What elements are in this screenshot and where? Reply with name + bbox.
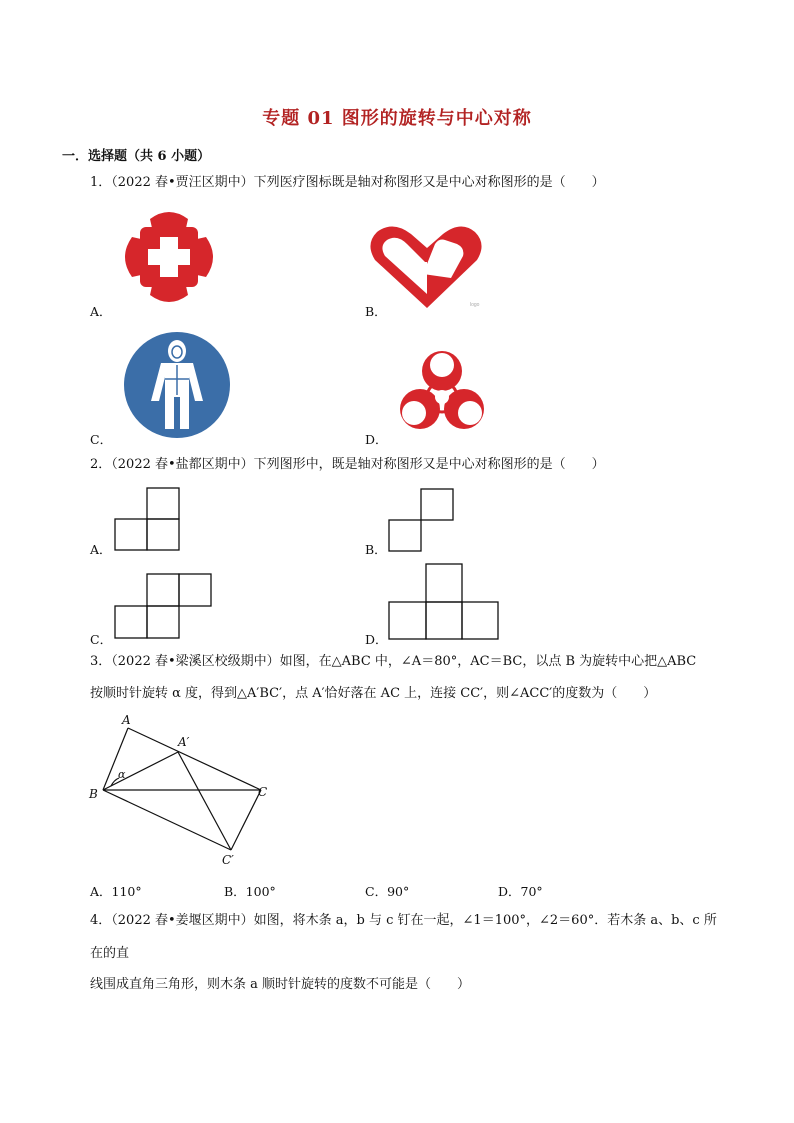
biohazard-icon	[390, 345, 494, 441]
question-1-stem: 1．（2022 春•贾汪区期中）下列医疗图标既是轴对称图形又是中心对称图形的是（ ）	[90, 175, 605, 190]
q3-triangle-figure	[86, 712, 276, 872]
q3-option-b[interactable]: B．100°	[224, 884, 276, 899]
q2-figure-c	[114, 573, 214, 639]
q2-figure-d	[388, 563, 500, 641]
heart-hand-icon	[365, 222, 487, 312]
label-a-prime: A′	[178, 735, 190, 749]
section-heading: 一．选择题（共 6 小题）	[62, 149, 211, 164]
question-2-stem: 2．（2022 春•盐都区期中）下列图形中，既是轴对称图形又是中心对称图形的是（ ）	[90, 457, 605, 472]
label-b: B	[89, 787, 98, 801]
question-4-stem-line2: 在的直	[90, 946, 130, 961]
question-3-stem-line2: 按顺时针旋转 α 度，得到△A′BC′，点 A′恰好落在 AC 上，连接 CC′，则∠ACC′的度数为（ ）	[90, 686, 657, 701]
label-a: A	[122, 713, 131, 727]
label-c: C	[258, 785, 268, 799]
question-4-stem-line3: 线围成直角三角形，则木条 a 顺时针旋转的度数不可能是（ ）	[90, 977, 471, 992]
red-cross-icon	[120, 207, 218, 307]
q2-option-b[interactable]: B．	[365, 542, 387, 557]
q1-option-b[interactable]: B．	[365, 304, 387, 319]
label-c-prime: C′	[222, 853, 234, 867]
q2-figure-b	[388, 488, 456, 552]
label-alpha: α	[118, 768, 126, 781]
q1-option-d[interactable]: D．	[365, 432, 388, 447]
q2-option-c[interactable]: C．	[90, 632, 113, 647]
q3-option-a[interactable]: A．110°	[90, 884, 142, 899]
q3-option-d[interactable]: D．70°	[498, 884, 543, 899]
q1-option-c[interactable]: C．	[90, 432, 113, 447]
svg-text:logo: logo	[470, 302, 480, 308]
protective-suit-icon	[123, 331, 231, 439]
question-4-stem-line1: 4．（2022 春•姜堰区期中）如图，将木条 a，b 与 c 钉在一起，∠1＝100°，∠2＝60°．若木条 a、b、c 所	[90, 913, 717, 928]
page-title: 专题 01 图形的旋转与中心对称	[262, 108, 532, 129]
q3-option-c[interactable]: C．90°	[365, 884, 410, 899]
q2-option-d[interactable]: D．	[365, 632, 388, 647]
question-3-stem-line1: 3．（2022 春•梁溪区校级期中）如图，在△ABC 中，∠A＝80°，AC＝BC，以点 B 为旋转中心把△ABC	[90, 654, 697, 669]
q1-option-a[interactable]: A．	[90, 304, 112, 319]
q2-option-a[interactable]: A．	[90, 542, 112, 557]
q2-figure-a	[114, 487, 182, 551]
